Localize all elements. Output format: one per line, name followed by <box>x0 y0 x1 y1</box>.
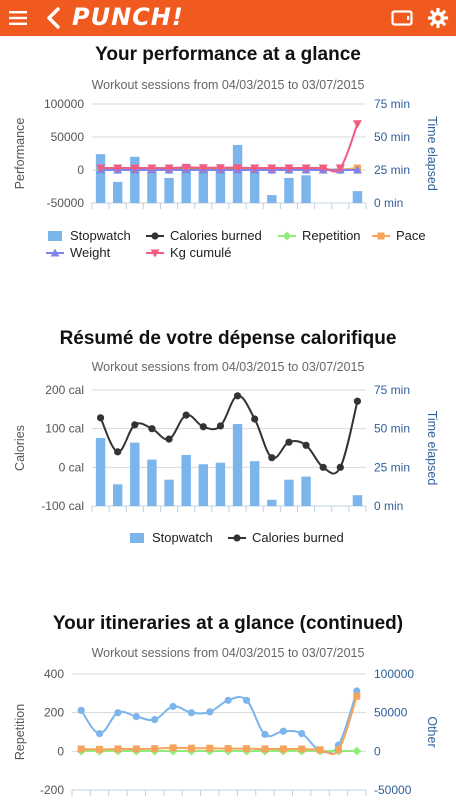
left-tick-label: -50000 <box>46 196 84 210</box>
left-tick-label: 100 cal <box>45 421 84 436</box>
point-calories-burned <box>200 423 207 430</box>
legend-marker <box>283 231 292 240</box>
point-calories-burned <box>268 454 275 461</box>
left-tick-label: 400 <box>43 667 64 681</box>
legend-symbol <box>228 532 246 544</box>
point-other-a <box>188 709 195 716</box>
top-app-bar <box>0 0 456 36</box>
legend-label: Repetition <box>302 228 361 243</box>
point-other-a <box>280 728 287 735</box>
legend-symbol <box>278 230 296 242</box>
bar-stopwatch <box>233 424 242 506</box>
left-tick-label: 50000 <box>50 130 84 144</box>
right-tick-label: 50 min <box>374 421 411 436</box>
left-tick-label: 0 <box>77 163 84 177</box>
legend-marker <box>378 232 385 239</box>
legend-symbol <box>128 532 146 544</box>
point-other-a <box>151 716 158 723</box>
chart-1-legend <box>0 228 456 264</box>
series-line-other-a <box>81 691 357 753</box>
legend-item[interactable] <box>278 228 361 243</box>
point-pace <box>170 744 177 751</box>
chart-2-plot <box>0 378 456 528</box>
point-pace <box>206 745 213 752</box>
left-axis-title: Calories <box>13 425 27 471</box>
point-other-a <box>206 708 213 715</box>
left-axis-title: Performance <box>13 117 27 190</box>
point-pace <box>188 745 195 752</box>
point-other-a <box>225 697 232 704</box>
legend-item[interactable] <box>146 245 231 260</box>
bar-stopwatch <box>164 178 173 203</box>
bar-stopwatch <box>353 495 362 506</box>
bar-stopwatch <box>130 443 139 506</box>
right-axis-title: Time elapsed <box>425 410 439 486</box>
app-logo: PUNCH! <box>72 3 184 31</box>
point-pace <box>133 746 140 753</box>
point-calories-burned <box>302 442 309 449</box>
legend-label: Calories burned <box>252 530 344 545</box>
bar-stopwatch <box>250 461 259 506</box>
right-tick-label: 25 min <box>374 460 411 475</box>
legend-symbol <box>146 247 164 259</box>
bar-stopwatch <box>147 460 156 506</box>
bar-stopwatch <box>199 464 208 506</box>
legend-label: Stopwatch <box>70 228 131 243</box>
bar-stopwatch <box>301 175 310 203</box>
point-pace <box>114 746 121 753</box>
point-pace <box>280 746 287 753</box>
point-pace <box>225 745 232 752</box>
left-tick-label: 0 cal <box>58 460 84 475</box>
bar-stopwatch <box>267 500 276 506</box>
point-kg-cumulé <box>353 120 362 128</box>
left-tick-label: -100 cal <box>41 499 84 513</box>
right-tick-label: 0 min <box>374 499 404 513</box>
legend-marker <box>151 232 158 239</box>
bar-stopwatch <box>353 191 362 203</box>
chart-2-subtitle: Workout sessions from 04/03/2015 to 03/07/2015 <box>91 360 365 374</box>
left-tick-label: 0 <box>57 744 64 759</box>
left-tick-label: -200 <box>39 783 64 797</box>
point-calories-burned <box>183 412 190 419</box>
legend-symbol <box>372 230 390 242</box>
point-other-a <box>261 731 268 738</box>
bar-stopwatch <box>250 170 259 203</box>
point-calories-burned <box>320 464 327 471</box>
point-other-a <box>114 709 121 716</box>
point-calories-burned <box>217 422 224 429</box>
point-calories-burned <box>354 398 361 405</box>
point-calories-burned <box>165 436 172 443</box>
point-pace <box>298 746 305 753</box>
legend-label: Weight <box>70 245 111 260</box>
legend-item[interactable] <box>228 530 344 545</box>
right-axis-title: Other <box>425 716 439 748</box>
bar-stopwatch <box>267 195 276 203</box>
chart-3-title: Your itineraries at a glance (continued) <box>52 613 404 634</box>
chart-2-title: Résumé de votre dépense calorifique <box>59 328 397 349</box>
bar-stopwatch <box>164 480 173 506</box>
point-calories-burned <box>131 421 138 428</box>
bar-stopwatch <box>113 182 122 203</box>
bar-stopwatch <box>284 178 293 203</box>
legend-bar-swatch <box>130 533 144 543</box>
legend-marker <box>233 534 240 541</box>
legend-label: Calories burned <box>170 228 262 243</box>
right-tick-label: 75 min <box>374 383 411 397</box>
chart-3-subtitle: Workout sessions from 04/03/2015 to 03/07/2015 <box>91 646 365 660</box>
chart-1-plot <box>0 96 456 226</box>
tablet-icon[interactable] <box>388 0 416 36</box>
left-tick-label: 200 <box>43 705 64 720</box>
legend-item[interactable] <box>372 228 426 243</box>
point-other-a <box>169 703 176 710</box>
legend-bar-swatch <box>48 231 62 241</box>
bar-stopwatch <box>113 484 122 506</box>
point-pace <box>151 745 158 752</box>
point-pace <box>96 746 103 753</box>
left-tick-label: 200 cal <box>45 383 84 397</box>
point-pace <box>353 693 360 700</box>
right-tick-label: 50 min <box>374 130 411 144</box>
point-calories-burned <box>337 464 344 471</box>
point-calories-burned <box>285 439 292 446</box>
bar-stopwatch <box>130 157 139 203</box>
bar-stopwatch <box>96 438 105 506</box>
point-pace <box>317 746 324 753</box>
right-tick-label: 50000 <box>374 705 408 720</box>
point-other-a <box>298 730 305 737</box>
point-calories-burned <box>114 448 121 455</box>
legend-symbol <box>146 230 164 242</box>
point-other-a <box>96 730 103 737</box>
legend-item[interactable] <box>46 228 131 243</box>
menu-icon[interactable] <box>4 0 32 36</box>
bar-stopwatch <box>181 455 190 506</box>
point-repetition <box>352 746 361 755</box>
right-tick-label: 100000 <box>374 667 415 681</box>
point-other-a <box>133 713 140 720</box>
legend-symbol <box>46 247 64 259</box>
back-icon[interactable] <box>40 0 66 36</box>
right-tick-label: -50000 <box>374 783 412 797</box>
legend-label: Stopwatch <box>152 530 213 545</box>
left-tick-label: 100000 <box>43 97 84 111</box>
point-pace <box>335 746 342 753</box>
point-calories-burned <box>148 425 155 432</box>
legend-item[interactable] <box>128 530 213 545</box>
left-axis-title: Repetition <box>13 703 27 761</box>
bar-stopwatch <box>284 480 293 506</box>
chart-2-legend <box>0 530 456 550</box>
point-calories-burned <box>251 415 258 422</box>
gear-icon[interactable] <box>424 0 452 36</box>
point-calories-burned <box>97 414 104 421</box>
right-axis-title: Time elapsed <box>425 116 439 191</box>
point-other-a <box>243 697 250 704</box>
bar-stopwatch <box>96 154 105 203</box>
right-tick-label: 25 min <box>374 163 411 177</box>
point-calories-burned <box>234 392 241 399</box>
point-pace <box>243 745 250 752</box>
legend-item[interactable] <box>46 245 110 260</box>
right-tick-label: 75 min <box>374 97 411 111</box>
chart-1-title: Your performance at a glance <box>95 44 361 65</box>
right-tick-label: 0 min <box>374 196 404 210</box>
legend-item[interactable] <box>146 228 262 243</box>
point-pace <box>78 746 85 753</box>
chart-1-subtitle: Workout sessions from 04/03/2015 to 03/07/2015 <box>91 78 365 92</box>
legend-symbol <box>46 230 64 242</box>
point-other-a <box>78 707 85 714</box>
point-pace <box>261 746 268 753</box>
legend-label: Kg cumulé <box>170 245 232 260</box>
chart-3-plot <box>0 664 456 810</box>
right-tick-label: 0 <box>374 744 381 759</box>
legend-label: Pace <box>396 228 426 243</box>
bar-stopwatch <box>216 463 225 506</box>
bar-stopwatch <box>301 477 310 506</box>
